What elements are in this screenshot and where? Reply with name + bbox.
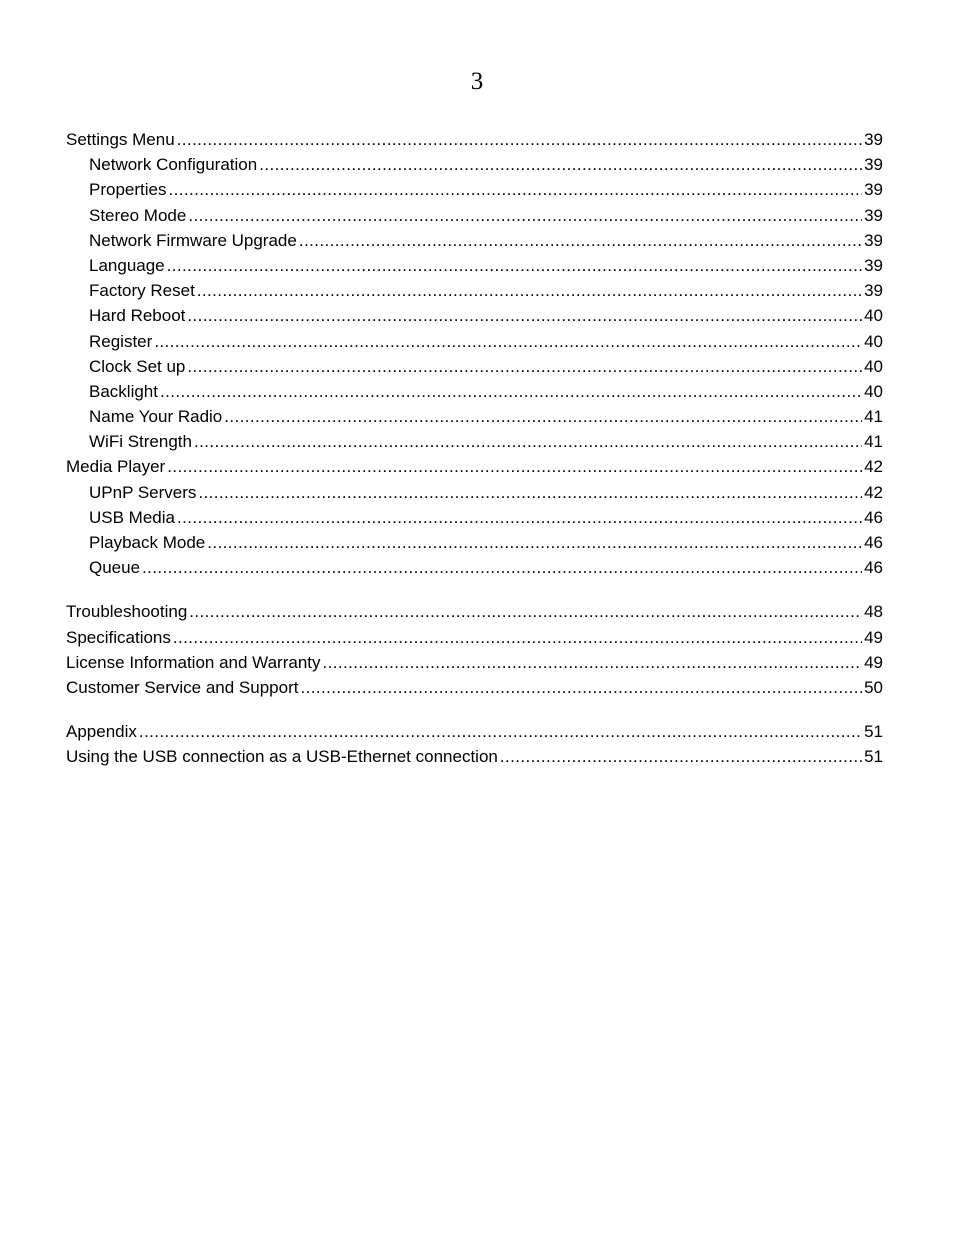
- toc-entry-page-number: 46: [864, 507, 883, 527]
- toc-entry[interactable]: [66, 719, 883, 744]
- toc-subentry[interactable]: [66, 429, 883, 454]
- toc-entry-label: Playback Mode: [89, 533, 206, 552]
- toc-entry-page-number: 50: [864, 677, 883, 697]
- toc-entry-label: Register: [89, 331, 153, 351]
- dot-leader: [160, 379, 862, 404]
- toc-entry[interactable]: [66, 599, 883, 624]
- dot-leader: [198, 480, 862, 505]
- toc-subentry[interactable]: [66, 329, 883, 354]
- toc-entry-label: Clock Set up: [89, 356, 186, 376]
- dot-leader: [173, 625, 862, 650]
- toc-entry-label: Settings Menu: [66, 130, 175, 149]
- table-of-contents: [66, 127, 883, 770]
- dot-leader: [194, 429, 862, 454]
- toc-entry-label: UPnP Servers: [89, 482, 197, 502]
- toc-entry-page-number: 40: [864, 331, 883, 351]
- toc-entry-page-number: 39: [864, 155, 883, 175]
- toc-entry-page-number: 39: [864, 230, 883, 250]
- toc-subentry[interactable]: [66, 228, 883, 253]
- toc-subentry[interactable]: [66, 303, 883, 328]
- toc-entry-page-number: 40: [864, 381, 883, 401]
- toc-entry-label: Factory Reset: [89, 281, 195, 301]
- toc-entry-page-number: 39: [864, 205, 883, 225]
- toc-entry[interactable]: [66, 744, 883, 769]
- toc-entry-label: Hard Reboot: [89, 306, 186, 326]
- dot-leader: [259, 152, 862, 177]
- toc-subentry[interactable]: [66, 253, 883, 278]
- toc-subentry[interactable]: [66, 203, 883, 228]
- toc-entry-label: Specifications: [66, 627, 171, 647]
- toc-entry-page-number: 46: [864, 533, 883, 552]
- toc-subentry[interactable]: [66, 555, 883, 580]
- toc-subentry[interactable]: [66, 278, 883, 303]
- toc-entry-label: Using the USB connection as a USB-Ethernet connection: [66, 747, 498, 767]
- toc-subentry[interactable]: [66, 480, 883, 505]
- toc-entry[interactable]: [66, 675, 883, 700]
- toc-entry-page-number: 39: [864, 255, 883, 275]
- dot-leader: [197, 278, 862, 303]
- toc-entry-label: Queue: [89, 558, 141, 578]
- toc-entry-page-number: 42: [864, 482, 883, 502]
- toc-entry-label: Troubleshooting: [66, 602, 188, 622]
- toc-entry-label: Network Configuration: [89, 155, 258, 175]
- toc-entry-page-number: 41: [864, 432, 883, 452]
- dot-leader: [500, 744, 862, 769]
- toc-subentry[interactable]: [66, 177, 883, 202]
- dot-leader: [177, 127, 862, 152]
- toc-entry-label: License Information and Warranty: [66, 652, 321, 672]
- dot-leader: [168, 177, 862, 202]
- dot-leader: [142, 555, 862, 580]
- toc-entry[interactable]: [66, 625, 883, 650]
- toc-entry-page-number: 51: [864, 747, 883, 767]
- toc-entry[interactable]: [66, 650, 883, 675]
- toc-entry-label: Language: [89, 255, 165, 275]
- toc-entry-label: Backlight: [89, 381, 158, 401]
- dot-leader: [187, 354, 862, 379]
- toc-subentry[interactable]: [66, 530, 883, 555]
- dot-leader: [323, 650, 863, 675]
- page-number: 3: [470, 68, 484, 95]
- toc-subentry[interactable]: [66, 354, 883, 379]
- dot-leader: [224, 404, 862, 429]
- toc-group: [66, 127, 883, 580]
- toc-group: [66, 719, 883, 769]
- dot-leader: [207, 530, 862, 555]
- toc-group: [66, 599, 883, 700]
- dot-leader: [187, 303, 862, 328]
- toc-entry-page-number: 39: [864, 130, 883, 149]
- toc-entry-page-number: 42: [864, 457, 883, 477]
- toc-subentry[interactable]: [66, 379, 883, 404]
- toc-subentry[interactable]: [66, 505, 883, 530]
- toc-entry-page-number: 39: [864, 180, 883, 200]
- dot-leader: [299, 228, 862, 253]
- toc-entry-page-number: 49: [864, 627, 883, 647]
- toc-entry-label: Name Your Radio: [89, 407, 223, 427]
- toc-entry-page-number: 48: [864, 602, 883, 622]
- toc-entry-label: Media Player: [66, 457, 166, 477]
- dot-leader: [167, 454, 862, 479]
- toc-entry-label: USB Media: [89, 507, 175, 527]
- toc-entry-page-number: 46: [864, 558, 883, 578]
- dot-leader: [188, 203, 862, 228]
- toc-entry-label: Customer Service and Support: [66, 677, 299, 697]
- toc-entry-page-number: 49: [864, 652, 883, 672]
- toc-entry-page-number: 40: [864, 306, 883, 326]
- dot-leader: [167, 253, 862, 278]
- toc-entry-label: Stereo Mode: [89, 205, 187, 225]
- toc-entry-label: WiFi Strength: [89, 432, 192, 452]
- toc-entry-label: Properties: [89, 180, 167, 200]
- toc-entry[interactable]: [66, 454, 883, 479]
- dot-leader: [177, 505, 862, 530]
- dot-leader: [300, 675, 862, 700]
- toc-entry-page-number: 51: [864, 722, 883, 742]
- dot-leader: [189, 599, 862, 624]
- toc-entry-label: Network Firmware Upgrade: [89, 230, 297, 250]
- dot-leader: [154, 329, 862, 354]
- toc-entry[interactable]: [66, 127, 883, 152]
- toc-entry-page-number: 39: [864, 281, 883, 301]
- toc-entry-page-number: 40: [864, 356, 883, 376]
- toc-subentry[interactable]: [66, 152, 883, 177]
- toc-subentry[interactable]: [66, 404, 883, 429]
- dot-leader: [139, 719, 862, 744]
- toc-entry-label: Appendix: [66, 722, 137, 742]
- toc-entry-page-number: 41: [864, 407, 883, 427]
